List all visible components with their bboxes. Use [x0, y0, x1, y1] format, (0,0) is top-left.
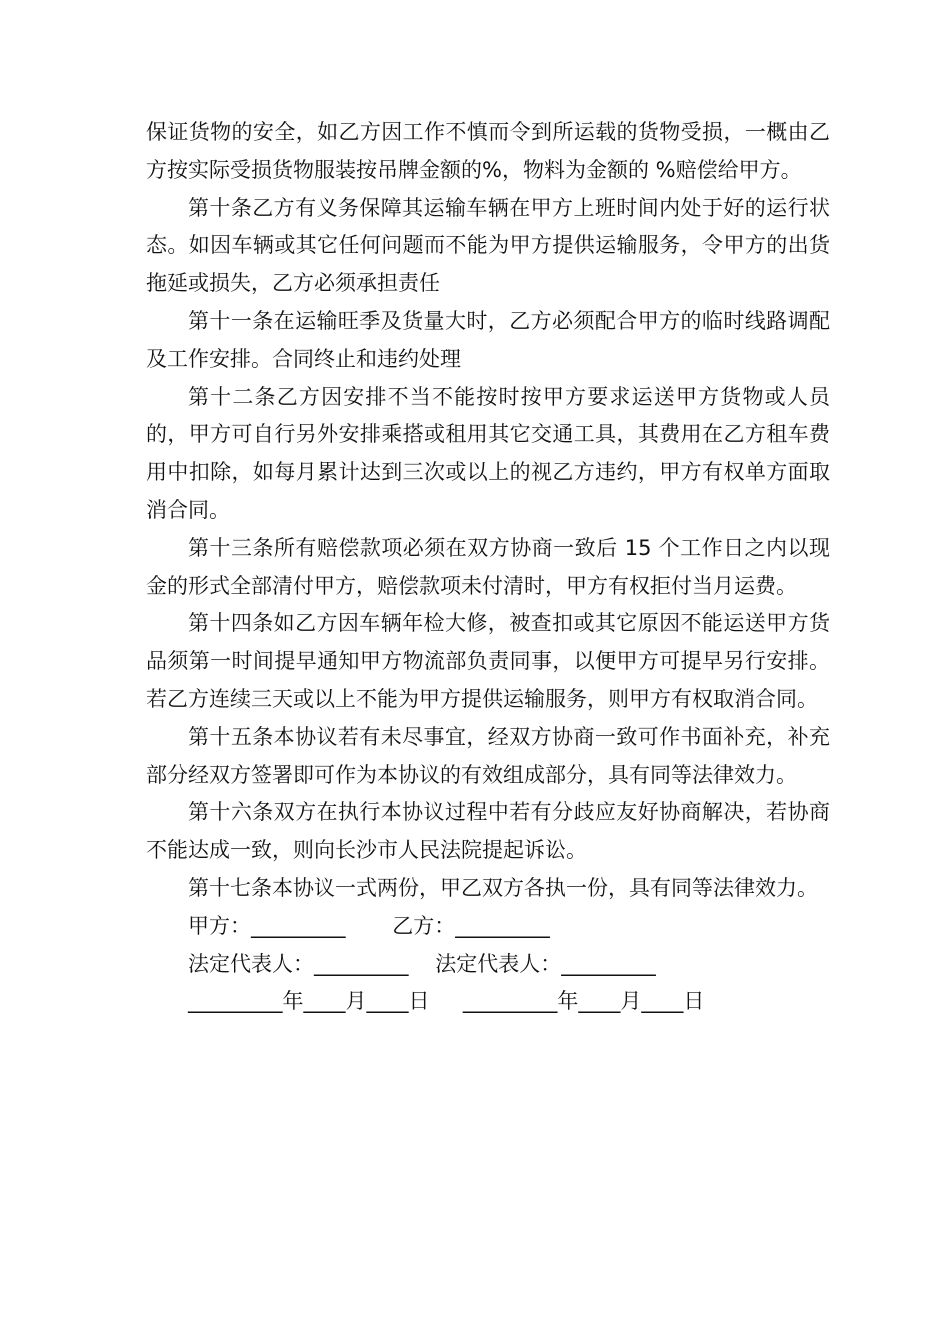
document-body	[146, 114, 830, 1021]
paragraph-article-14: 第十四条如乙方因车辆年检大修，被查扣或其它原因不能运送甲方货品须第一时间提早通知甲方物流部负责同事，以便甲方可提早另行安排。若乙方连续三天或以上不能为甲方提供运输服务，则甲方有权取消合同。	[146, 611, 830, 711]
paragraph-article-12: 第十二条乙方因安排不当不能按时按甲方要求运送甲方货物或人员的，甲方可自行另外安排乘搭或租用其它交通工具，其费用在乙方租车费用中扣除，如每月累计达到三次或以上的视乙方违约，甲方有权单方面取消合同。	[146, 384, 830, 522]
paragraph-article-10: 第十条乙方有义务保障其运输车辆在甲方上班时间内处于好的运行状态。如因车辆或其它任何问题而不能为甲方提供运输服务，令甲方的出货拖延或损失，乙方必须承担责任	[146, 195, 830, 296]
paragraph-article-15: 第十五条本协议若有未尽事宜，经双方协商一致可作书面补充，补充部分经双方签署即可作为本协议的有效组成部分，具有同等法律效力。	[146, 724, 830, 787]
paragraph-article-16: 第十六条双方在执行本协议过程中若有分歧应友好协商解决，若协商不能达成一致，则向长沙市人民法院提起诉讼。	[146, 800, 830, 863]
paragraph-article-13: 第十三条所有赔偿款项必须在双方协商一致后 15 个工作日之内以现金的形式全部清付甲方，赔偿款项未付清时，甲方有权拒付当月运费。	[146, 535, 830, 598]
signature-representative-line: 法定代表人：_________ 法定代表人：_________	[188, 951, 656, 976]
signature-date-line: _________年____月____日 _________年____月____日	[188, 989, 705, 1014]
signature-party-line: 甲方：_________ 乙方：_________	[188, 913, 550, 938]
paragraph-article-11: 第十一条在运输旺季及货量大时，乙方必须配合甲方的临时线路调配及工作安排。合同终止和违约处理	[146, 308, 830, 371]
paragraph-continuation: 保证货物的安全，如乙方因工作不慎而令到所运载的货物受损，一概由乙方按实际受损货物服装按吊牌金额的%，物料为金额的 %赔偿给甲方。	[146, 120, 830, 182]
paragraph-article-17: 第十七条本协议一式两份，甲乙双方各执一份，具有同等法律效力。	[188, 875, 818, 900]
